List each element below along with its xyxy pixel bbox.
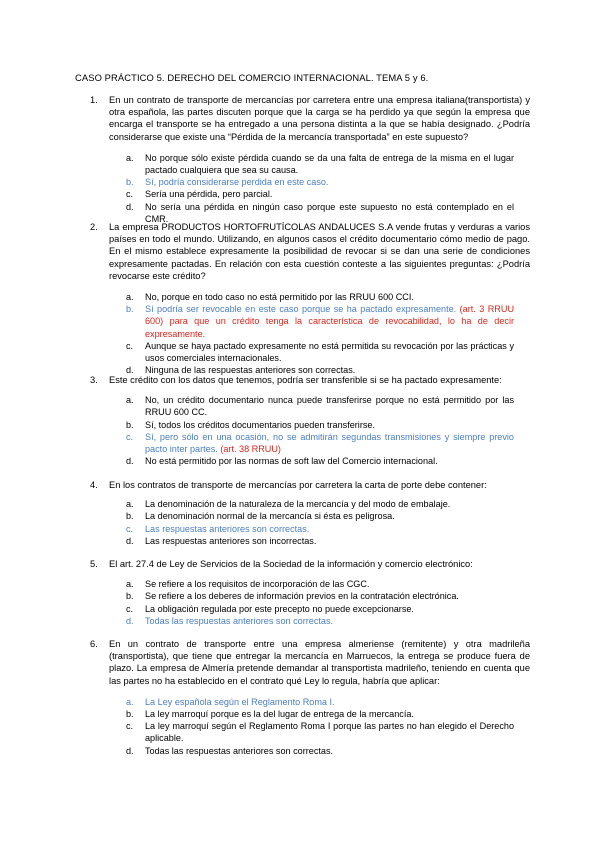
options-list — [126, 394, 514, 467]
option-c-correct: c. Las respuestas anteriores son correctas. — [126, 523, 310, 534]
question-5 — [90, 558, 530, 627]
question-1 — [90, 94, 530, 225]
question-2 — [90, 221, 530, 376]
option-d: d. Todas las respuestas anteriores son correctas. — [126, 745, 334, 756]
question-stem: Este crédito con los datos que tenemos, podría ser transferible si se ha pactado expresamente: — [109, 375, 502, 385]
question-number: 1. — [90, 95, 98, 105]
question-stem: El art. 27.4 de Ley de Servicios de la Sociedad de la información y comercio electrónico: — [109, 559, 473, 569]
option-d-correct: d. Todas las respuestas anteriores son correctas. — [126, 615, 334, 626]
option-d: d. Las respuestas anteriores son incorrectas. — [126, 535, 317, 546]
question-stem: En los contratos de transporte de mercancías por carretera la carta de porte debe contener: — [109, 480, 487, 490]
option-b-correct: b. Sí, podría considerarse perdida en este caso. — [126, 177, 329, 188]
option-a: a. No, un crédito documentario nunca puede transferirse porque no está permitido por las RRUU 600 CC. — [126, 395, 514, 418]
question-stem: En un contrato de transporte de mercancías por carretera entre una empresa italiana(transportista) y otra española, las partes discuten porque que la carga se ha perdido ya que según la empresa que encarga el transporte se ha entregado a una persona distinta a la que se había designado. ¿Podría considerarse que existe una “Pérdida de la mercancía transportada” en este supuesto? — [109, 95, 530, 142]
page-title: CASO PRÁCTICO 5. DERECHO DEL COMERCIO INTERNACIONAL. TEMA 5 y 6. — [75, 72, 429, 83]
option-d: d. No está permitido por las normas de soft law del Comercio internacional. — [126, 456, 438, 467]
legal-note: (art. 38 RRUU) — [220, 444, 281, 455]
option-b: b. Sí, todos los créditos documentarios pueden transferirse. — [126, 419, 375, 430]
option-b: b. La denominación normal de la mercancía si ésta es peligrosa. — [126, 511, 395, 522]
option-c: c. La obligación regulada por este precepto no puede excepcionarse. — [126, 603, 414, 614]
options-list — [126, 696, 514, 757]
option-b: b. La ley marroquí porque es la del lugar de entrega de la mercancía. — [126, 709, 414, 720]
option-d: d. Ninguna de las respuestas anteriores son correctas. — [126, 365, 356, 376]
option-c: c. Sería una pérdida, pero parcial. — [126, 189, 273, 200]
question-stem: En un contrato de transporte entre una empresa almeriense (remitente) y otra madrileña (transportista), que tiene que entregar la mercancía en Marruecos, la entrega se produce fuera de plazo. La empresa de Almería pretende demandar al transportista madrileño, teniendo en cuenta que las partes no ha establecido en el contrato qué Ley lo regula, habría que aplicar: — [109, 639, 530, 686]
option-b-correct: b. Sí podría ser revocable en este caso porque se ha pactado expresamente. (art. 3 RRUU 600) para que un crédito tenga la característica de revocabilidad, lo ha de decir expresamente. — [126, 304, 515, 339]
option-a-correct: a. La Ley española según el Reglamento Roma I. — [126, 696, 335, 707]
question-number: 6. — [90, 639, 98, 649]
option-a: a. No, porque en todo caso no está permitido por las RRUU 600 CCI. — [126, 292, 414, 303]
option-a: a. No porque sólo existe pérdida cuando se da una falta de entrega de la misma en el lugar pactado cualquiera que sea su causa. — [126, 152, 514, 176]
question-stem: La empresa PRODUCTOS HORTOFRUTÍCOLAS ANDALUCES S.A vende frutas y verduras a varios países en todo el mundo. Utilizando, en algunos casos el crédito documentario cómo medio de pago. En el mismo establece expresamente la posibilidad de revocar si se dan una serie de condiciones expresamente pactadas. En relación con esta cuestión conteste a las siguientes preguntas: ¿Podría revocarse este crédito? — [109, 222, 530, 281]
option-c: c. Aunque se haya pactado expresamente no está permitida su revocación por las prácticas y usos comerciales internacionales. — [126, 340, 514, 364]
option-c-correct: c. Sí, pero sólo en una ocasión, no se admitirán segundas transmisiones y siempre previo pacto inter partes. (art. 38 RRUU) — [126, 431, 514, 455]
options-list — [126, 578, 514, 627]
question-number: 5. — [90, 559, 98, 569]
option-c: c. La ley marroquí según el Reglamento Roma I porque las partes no han elegido el Derecho aplicable. — [126, 721, 514, 744]
option-a: a. La denominación de la naturaleza de la mercancía y del modo de embalaje. — [126, 499, 451, 510]
option-d: d. No sería una pérdida en ningún caso porque este supuesto no está contemplado en el CMR. — [126, 201, 514, 224]
question-6 — [90, 638, 530, 757]
options-list — [126, 498, 514, 547]
legal-note: (art. 3 RRUU 600) para que un crédito tenga la característica de revocabilidad, lo ha de decir expresamente. — [145, 304, 515, 339]
question-number: 3. — [90, 375, 98, 385]
question-3 — [90, 374, 530, 467]
option-b: b. Se refiere a los deberes de información previos en la contratación electrónica. — [126, 591, 459, 602]
options-list — [126, 291, 514, 376]
option-a: a. Se refiere a los requisitos de incorporación de las CGC. — [126, 579, 370, 590]
question-4 — [90, 479, 530, 547]
question-number: 2. — [90, 222, 98, 232]
question-number: 4. — [90, 480, 98, 490]
options-list — [126, 152, 514, 225]
